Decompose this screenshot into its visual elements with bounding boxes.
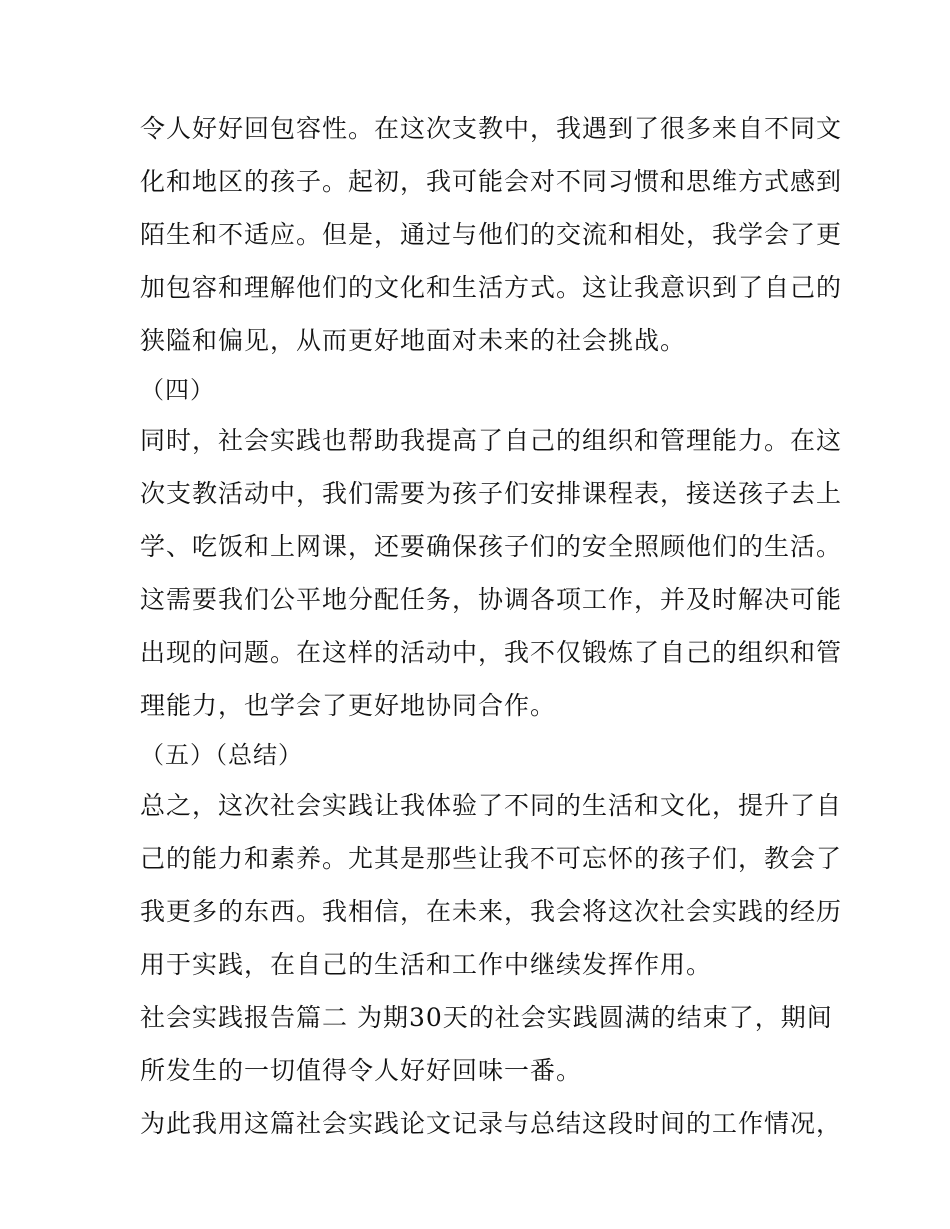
paragraph-line: 用于实践，在自己的生活和工作中继续发挥作用。: [140, 950, 713, 979]
paragraph-line: 化和地区的孩子。起初，我可能会对不同习惯和思维方式感到: [140, 167, 843, 196]
paragraph-line: 总之，这次社会实践让我体验了不同的生活和文化，提升了自: [140, 791, 843, 820]
paragraph-line: 令人好好回包容性。在这次支教中，我遇到了很多来自不同文: [140, 114, 843, 143]
paragraph-line: 陌生和不适应。但是，通过与他们的交流和相处，我学会了更: [140, 220, 843, 249]
paragraph-line: 同时，社会实践也帮助我提高了自己的组织和管理能力。在这: [140, 426, 843, 455]
document-body: [140, 102, 843, 1150]
paragraph-line: 出现的问题。在这样的活动中，我不仅锻炼了自己的组织和管: [140, 638, 843, 667]
paragraph-line: 加包容和理解他们的文化和生活方式。这让我意识到了自己的: [140, 273, 843, 302]
paragraph-line: 理能力，也学会了更好地协同合作。: [140, 691, 557, 720]
paragraph-line: 狭隘和偏见，从而更好地面对未来的社会挑战。: [140, 326, 687, 355]
paragraph-line: 己的能力和素养。尤其是那些让我不可忘怀的孩子们，教会了: [140, 844, 843, 873]
paragraph-line: 为此我用这篇社会实践论文记录与总结这段时间的工作情况，: [140, 1109, 843, 1138]
paragraph-line: 所发生的一切值得令人好好回味一番。: [140, 1056, 583, 1085]
section-heading-five-summary: （五）（总结）: [140, 741, 303, 769]
paragraph-line: 次支教活动中，我们需要为孩子们安排课程表，接送孩子去上: [140, 479, 843, 508]
paragraph-line: 社会实践报告篇二 为期30天的社会实践圆满的结束了，期间: [140, 1003, 833, 1032]
paragraph-line: 学、吃饭和上网课，还要确保孩子们的安全照顾他们的生活。: [140, 532, 843, 561]
paragraph-line: 这需要我们公平地分配任务，协调各项工作，并及时解决可能: [140, 585, 843, 614]
paragraph-line: 我更多的东西。我相信，在未来，我会将这次社会实践的经历: [140, 897, 843, 926]
section-heading-four: （四）: [140, 376, 215, 404]
